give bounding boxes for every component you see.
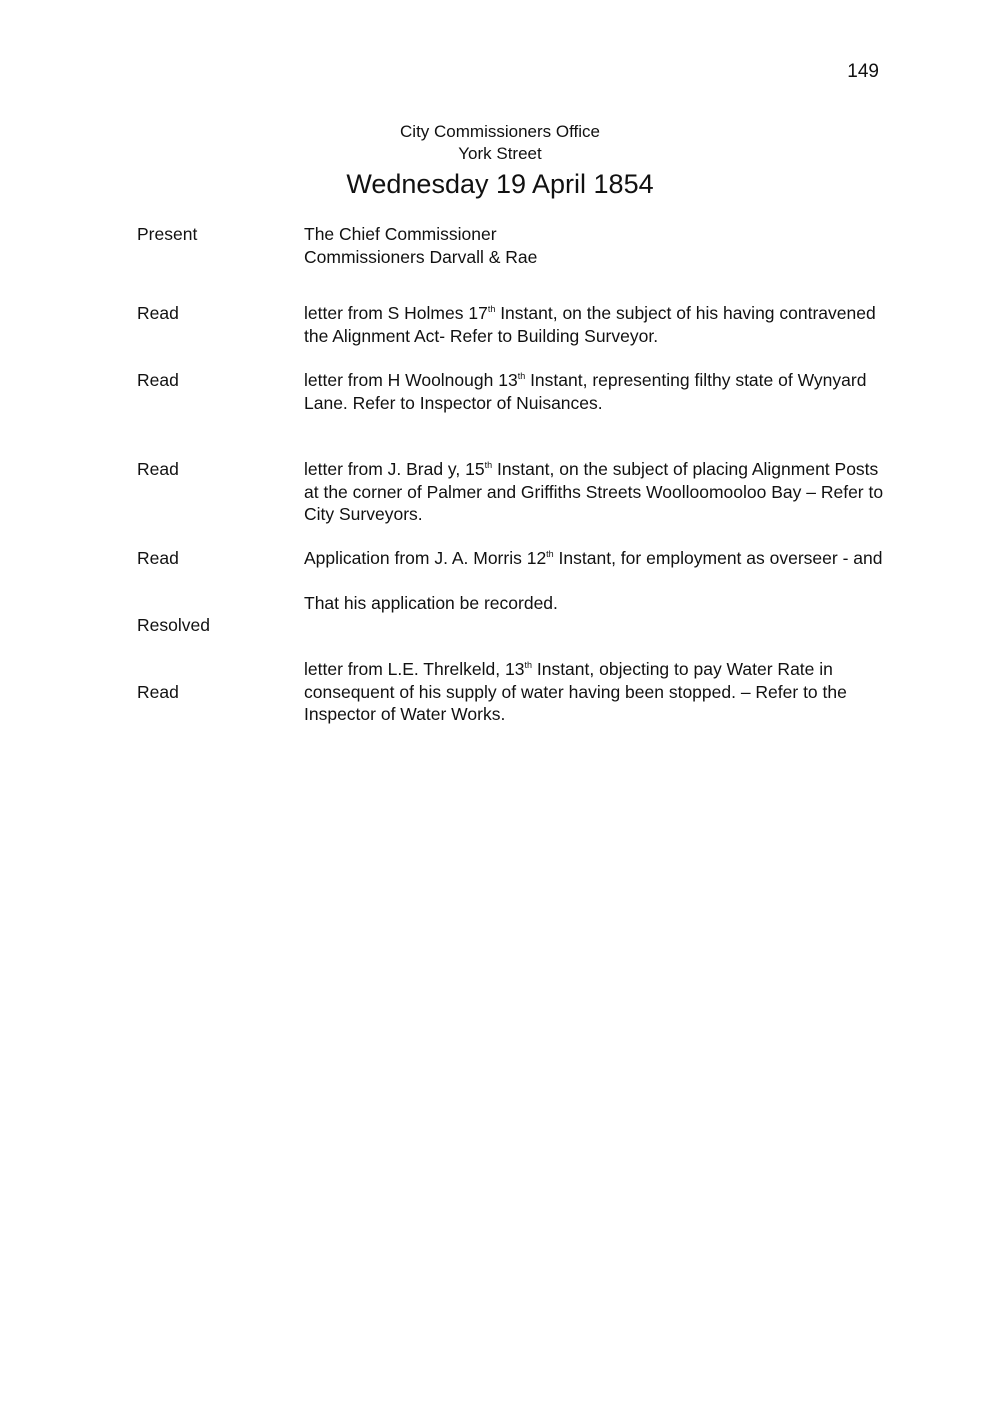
entry-line: That his application be recorded. xyxy=(304,593,558,613)
entry-line-text: Application from J. A. Morris 12 xyxy=(304,548,547,568)
entry-text xyxy=(304,547,924,570)
entry-line-text: letter from H Woolnough 13 xyxy=(304,370,518,390)
present-label: Present xyxy=(137,224,198,244)
present-line: Commissioners Darvall & Rae xyxy=(304,246,538,267)
entry-line-text: Instant, for employment as overseer - and xyxy=(553,548,883,568)
entry-line xyxy=(304,658,924,681)
entry-text xyxy=(304,658,924,726)
entry-line: City Surveyors. xyxy=(304,504,423,524)
page-number: 149 xyxy=(847,61,879,82)
office-name: City Commissioners Office xyxy=(400,122,600,141)
ordinal-suffix: th xyxy=(524,660,532,670)
entry-line-text: Instant, on the subject of his having contravened xyxy=(495,303,876,323)
entry-line-text: letter from J. Brad y, 15 xyxy=(304,459,485,479)
entry-label: Read xyxy=(137,548,179,568)
entry-text xyxy=(304,592,924,615)
present-line: The Chief Commissioner xyxy=(304,224,497,244)
entry-line: the Alignment Act- Refer to Building Surveyor. xyxy=(304,325,659,346)
entry-line-text: letter from S Holmes 17 xyxy=(304,303,488,323)
entry-line-text: Instant, objecting to pay Water Rate in xyxy=(531,659,833,679)
entry-line-text: letter from L.E. Threlkeld, 13 xyxy=(304,659,525,679)
entry-text xyxy=(304,302,924,347)
entry-line: at the corner of Palmer and Griffiths Streets Woolloomooloo Bay – Refer to xyxy=(304,481,884,502)
street-name: York Street xyxy=(458,144,542,163)
entry-label: Read xyxy=(137,370,179,390)
entry-label: Read xyxy=(137,303,179,323)
entry-label: Read xyxy=(137,459,179,479)
entry-line xyxy=(304,302,924,325)
entry-label: Read xyxy=(137,682,179,702)
entry-text xyxy=(304,458,924,526)
entry-text xyxy=(304,369,924,414)
entry-line-text: Instant, on the subject of placing Alignment Posts xyxy=(492,459,879,479)
ordinal-suffix: th xyxy=(484,460,493,470)
entry-line: Inspector of Water Works. xyxy=(304,704,506,724)
entry-line xyxy=(304,369,924,392)
entry-label: Resolved xyxy=(137,615,210,635)
entry-line xyxy=(304,458,924,481)
entry-line: consequent of his supply of water having been stopped. – Refer to the xyxy=(304,681,847,702)
ordinal-suffix: th xyxy=(546,549,554,559)
entry-line-text: Instant, representing filthy state of Wynyard xyxy=(525,370,867,390)
present-list xyxy=(304,223,924,268)
ordinal-suffix: th xyxy=(487,304,496,314)
minutes-header xyxy=(0,121,1000,201)
ordinal-suffix: th xyxy=(517,371,526,381)
entry-line xyxy=(304,547,924,570)
meeting-date: Wednesday 19 April 1854 xyxy=(346,169,654,199)
entry-line: Lane. Refer to Inspector of Nuisances. xyxy=(304,392,603,413)
